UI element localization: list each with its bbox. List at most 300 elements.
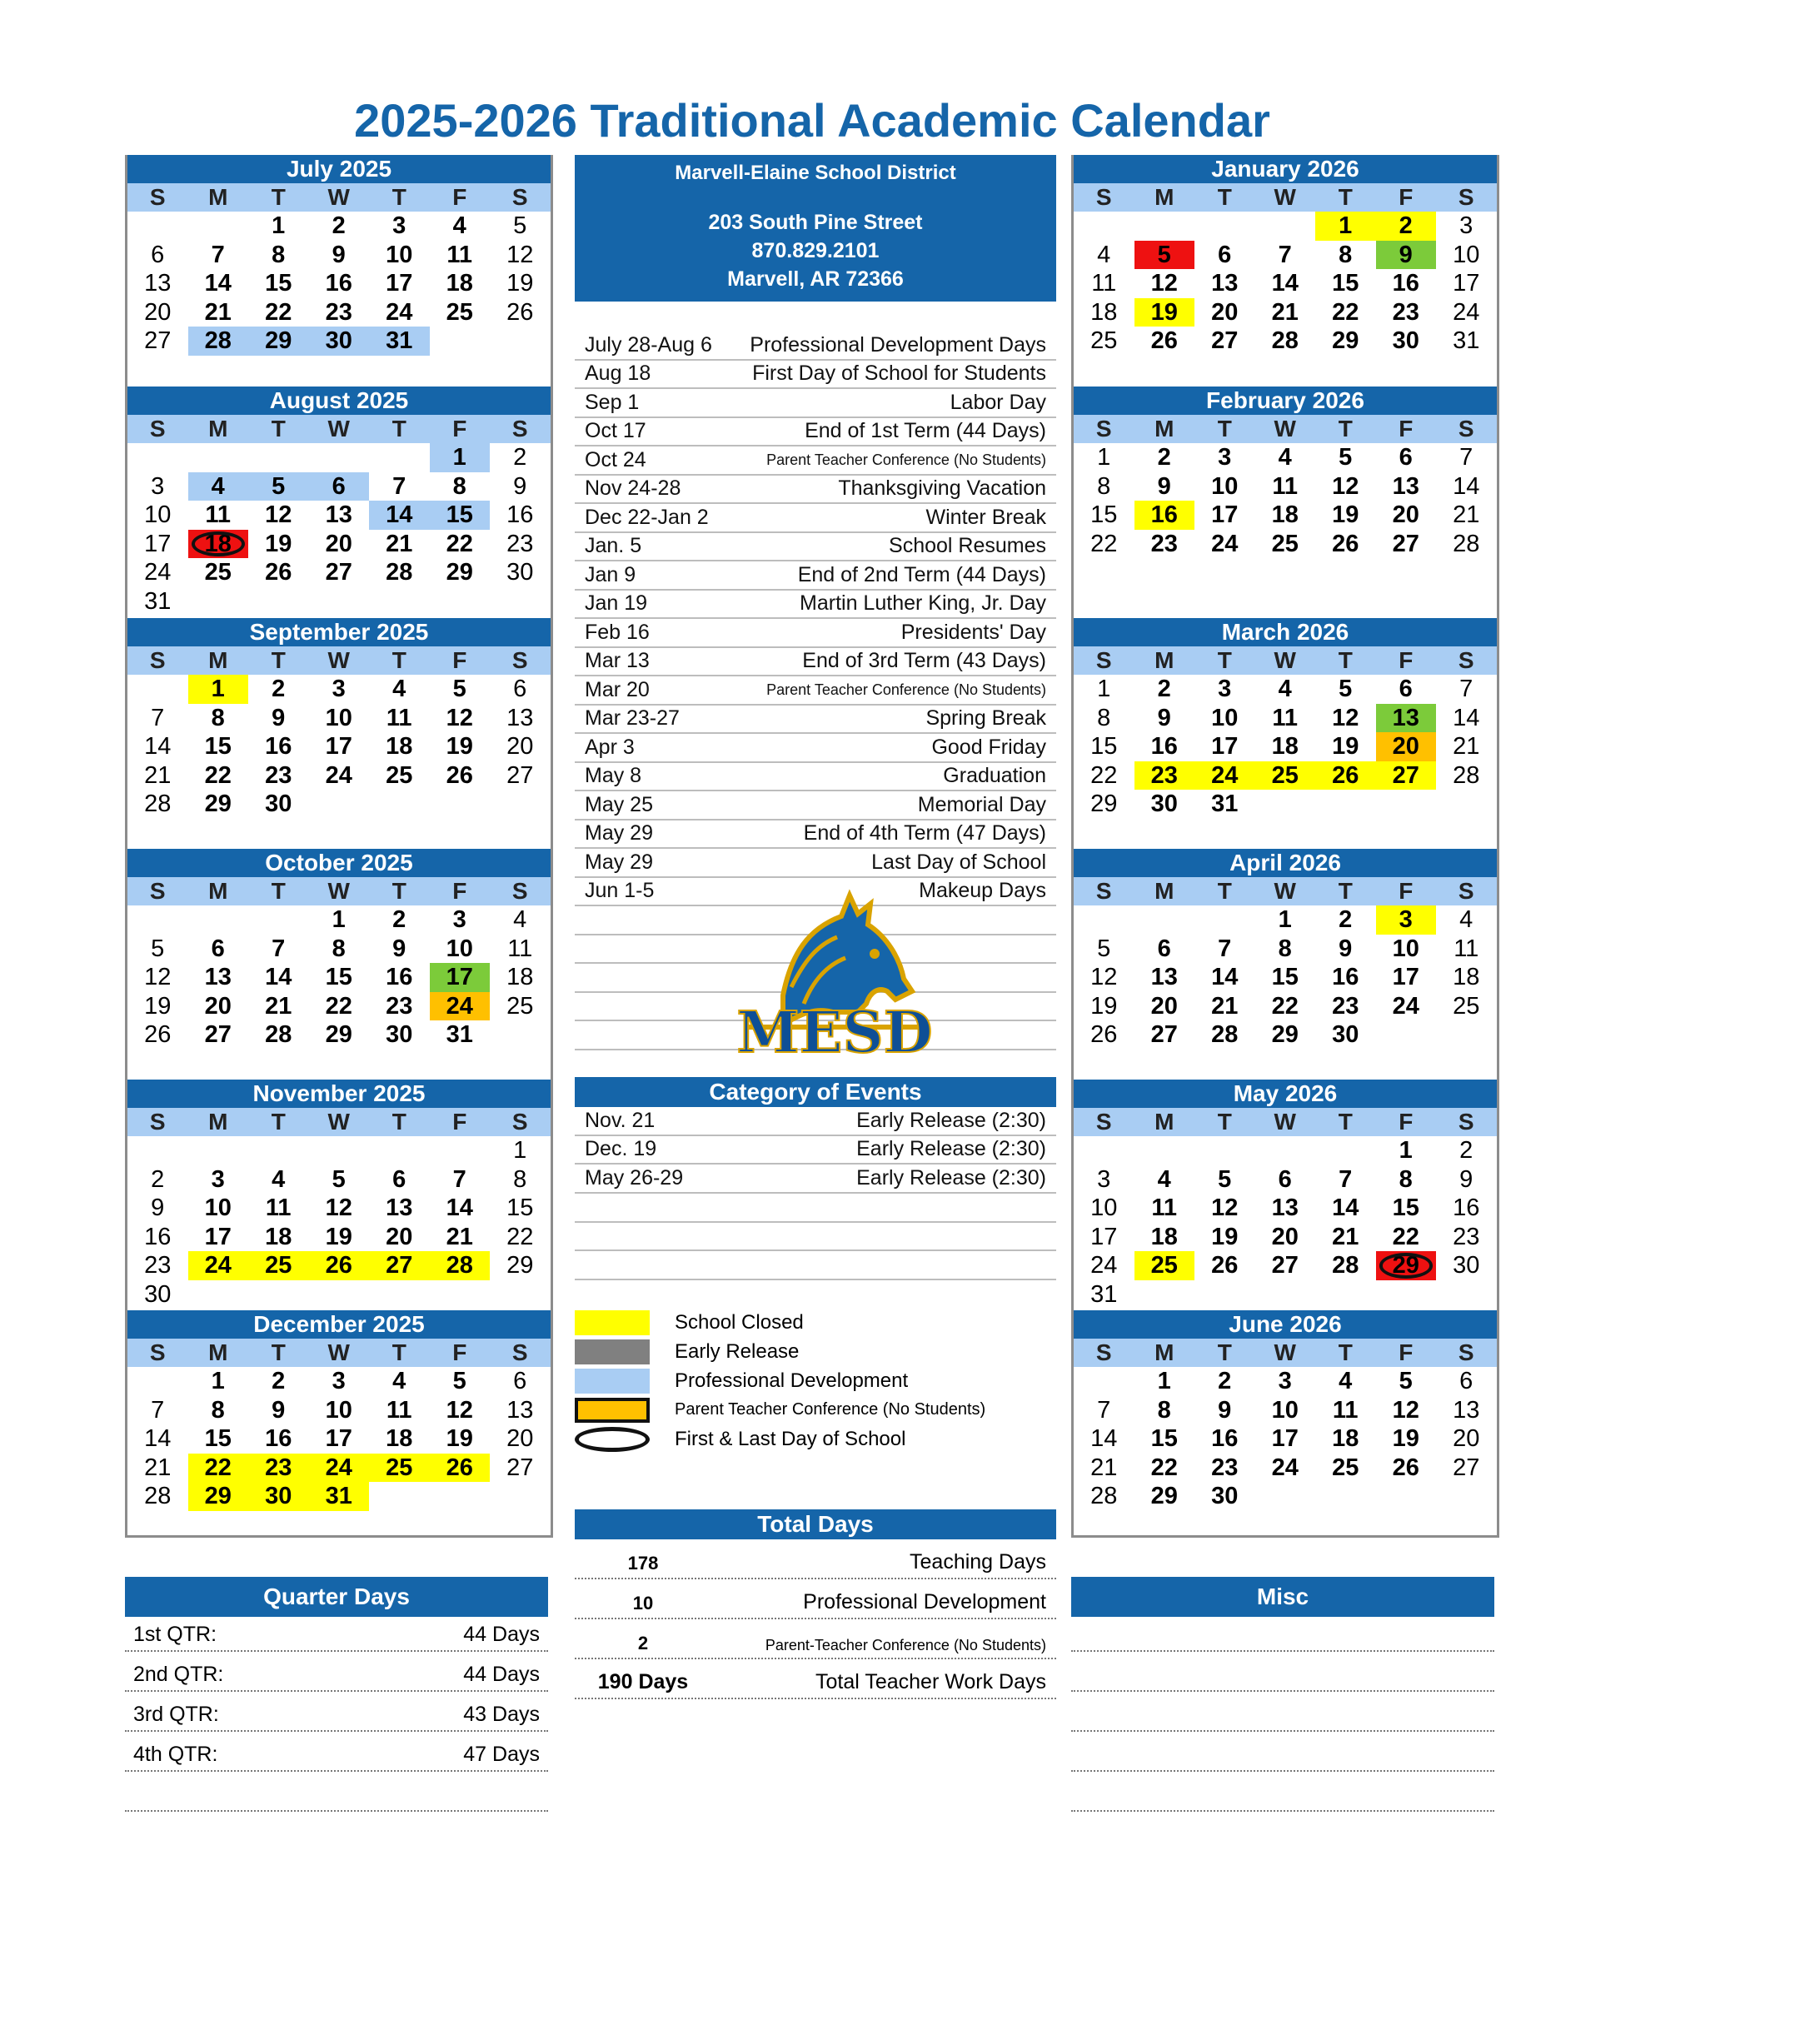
day-cell: 2 xyxy=(513,444,527,471)
day-cell: 24 xyxy=(1211,530,1239,557)
day-cell: 27 xyxy=(1392,530,1419,557)
day-cell: 27 xyxy=(1150,1021,1178,1048)
day-cell: 8 xyxy=(513,1165,527,1193)
day-cell: 18 xyxy=(1271,733,1299,760)
month-title: August 2025 xyxy=(127,387,551,415)
legend-item xyxy=(575,1395,1075,1424)
week-row xyxy=(1074,1424,1497,1454)
legend-label: Early Release xyxy=(675,1339,800,1363)
weekday-label: S xyxy=(1095,1109,1112,1135)
day-cell: 23 xyxy=(1332,992,1359,1020)
day-cell: 12 xyxy=(144,964,172,990)
day-cell: 10 xyxy=(1271,1396,1299,1424)
day-cell: 15 xyxy=(1392,1195,1419,1221)
week-row xyxy=(127,558,551,587)
quarter-value: 43 Days xyxy=(463,1703,540,1726)
day-cell: 1 xyxy=(430,443,491,472)
event-row xyxy=(575,504,1056,533)
day-cell: 11 xyxy=(1091,270,1117,297)
day-cell: 27 xyxy=(1376,761,1437,791)
event-name: School Resumes xyxy=(889,534,1046,558)
day-cell: 18 xyxy=(506,964,534,990)
total-days-row xyxy=(575,1579,1056,1619)
day-cell: 26 xyxy=(506,298,534,326)
day-cell: 13 xyxy=(1271,1195,1299,1221)
day-cell: 7 xyxy=(1459,676,1473,702)
legend-swatch xyxy=(575,1339,650,1364)
weekday-label: T xyxy=(271,1109,286,1135)
day-cell: 8 xyxy=(1278,935,1292,962)
category-date: Dec. 19 xyxy=(585,1137,657,1161)
day-cell: 10 xyxy=(144,501,172,528)
day-cell: 5 xyxy=(1399,1368,1413,1394)
empty-day xyxy=(127,675,188,704)
quarter-row-blank xyxy=(125,1772,548,1812)
event-row xyxy=(575,648,1056,677)
weekday-label: W xyxy=(327,416,350,441)
quarter-label: 4th QTR: xyxy=(133,1743,218,1766)
weekday-label: M xyxy=(1154,416,1174,441)
event-name: Graduation xyxy=(943,764,1046,788)
day-cell: 26 xyxy=(446,761,473,789)
day-cell: 4 xyxy=(392,1368,406,1394)
empty-day xyxy=(309,1136,370,1165)
day-cell: 13 xyxy=(1211,270,1239,297)
total-days-row xyxy=(575,1659,1056,1699)
week-row xyxy=(1074,1454,1497,1483)
weekday-label: W xyxy=(1274,1339,1296,1365)
weekday-label: S xyxy=(149,878,166,904)
week-row xyxy=(127,443,551,472)
day-cell: 6 xyxy=(392,1165,406,1193)
weekday-label: F xyxy=(1399,184,1414,210)
day-cell: 30 xyxy=(309,327,370,356)
weekday-label: M xyxy=(1154,878,1174,904)
quarter-row xyxy=(125,1732,548,1772)
weekday-label: T xyxy=(1338,416,1353,441)
week-row xyxy=(127,675,551,704)
quarter-value: 44 Days xyxy=(463,1623,540,1646)
event-date: Sep 1 xyxy=(585,390,640,414)
month-calendar xyxy=(125,1310,553,1538)
day-cell: 11 xyxy=(386,1396,412,1424)
weekday-label: F xyxy=(452,878,467,904)
week-row xyxy=(1074,905,1497,935)
day-cell: 8 xyxy=(332,935,346,962)
weekday-label: S xyxy=(1458,1339,1474,1365)
day-cell: 16 xyxy=(1211,1425,1239,1452)
total-days-number: 178 xyxy=(627,1553,659,1574)
day-cell: 15 xyxy=(325,964,352,990)
day-cell: 13 xyxy=(1392,472,1419,500)
empty-day xyxy=(1194,905,1255,935)
week-row xyxy=(127,1454,551,1483)
blank-lines xyxy=(575,1194,1056,1280)
event-name: Last Day of School xyxy=(871,850,1046,874)
event-row xyxy=(575,591,1056,620)
empty-day xyxy=(1194,1136,1255,1165)
day-cell: 26 xyxy=(309,1251,370,1280)
month-calendar xyxy=(1071,155,1499,387)
day-cell: 3 xyxy=(1278,1368,1292,1394)
misc-header: Misc xyxy=(1071,1577,1494,1617)
day-cell: 8 xyxy=(211,704,225,731)
total-days-label: Parent-Teacher Conference (No Students) xyxy=(765,1637,1046,1653)
weekday-label: T xyxy=(391,1339,406,1365)
weekday-label: F xyxy=(452,1109,467,1135)
quarter-label: 3rd QTR: xyxy=(133,1703,219,1726)
event-date: Jun 1-5 xyxy=(585,879,655,903)
event-name: Good Friday xyxy=(931,735,1046,759)
month-title: April 2026 xyxy=(1074,849,1497,877)
day-cell: 27 xyxy=(325,559,352,586)
day-cell: 5 xyxy=(1097,935,1111,962)
day-cell: 14 xyxy=(1271,270,1299,297)
empty-day xyxy=(248,443,309,472)
day-cell: 25 xyxy=(386,761,413,789)
day-cell: 21 xyxy=(204,298,232,326)
day-cell: 31 xyxy=(1211,791,1239,817)
day-cell: 16 xyxy=(506,501,534,528)
day-cell: 6 xyxy=(1399,444,1413,471)
day-cell: 4 xyxy=(513,906,527,933)
day-cell: 22 xyxy=(446,530,473,557)
day-cell: 1 xyxy=(1097,444,1111,471)
day-cell: 20 xyxy=(1271,1223,1299,1250)
weekday-label: W xyxy=(327,1109,350,1135)
event-row xyxy=(575,418,1056,447)
day-cell: 9 xyxy=(151,1195,165,1221)
day-cell: 17 xyxy=(1090,1223,1118,1250)
day-cell: 28 xyxy=(1332,1252,1359,1279)
week-row xyxy=(127,1136,551,1165)
weekday-label: M xyxy=(1154,647,1174,673)
week-row xyxy=(127,732,551,761)
day-cell: 29 xyxy=(1090,791,1118,817)
day-cell: 1 xyxy=(513,1137,527,1164)
legend-label: Parent Teacher Conference (No Students) xyxy=(675,1400,986,1419)
weekday-label: M xyxy=(208,416,228,441)
day-cell: 16 xyxy=(1150,733,1178,760)
day-cell: 2 xyxy=(1376,212,1437,241)
day-cell: 29 xyxy=(204,791,232,817)
category-name: Early Release (2:30) xyxy=(856,1108,1046,1132)
empty-day xyxy=(369,1136,430,1165)
day-cell: 20 xyxy=(1150,992,1178,1020)
quarter-label: 1st QTR: xyxy=(133,1623,217,1646)
day-cell: 30 xyxy=(1211,1483,1239,1509)
category-row xyxy=(575,1165,1056,1194)
event-row xyxy=(575,561,1056,591)
weekday-header-row xyxy=(127,1339,551,1367)
week-row xyxy=(127,1367,551,1396)
day-cell: 20 xyxy=(386,1223,413,1250)
day-cell: 22 xyxy=(1090,530,1118,557)
day-cell: 19 xyxy=(144,992,172,1020)
day-cell: 16 xyxy=(1392,270,1419,297)
day-cell: 19 xyxy=(1392,1425,1419,1452)
weekday-label: M xyxy=(208,1109,228,1135)
quarter-label: 2nd QTR: xyxy=(133,1663,224,1686)
day-cell: 6 xyxy=(151,241,165,268)
day-cell: 29 xyxy=(325,1021,352,1048)
day-cell: 27 xyxy=(1453,1454,1480,1481)
day-cell: 31 xyxy=(446,1021,473,1048)
week-row xyxy=(1074,1367,1497,1396)
day-cell: 20 xyxy=(506,1425,534,1452)
day-cell: 22 xyxy=(204,761,232,789)
day-cell: 15 xyxy=(1150,1425,1178,1452)
weekday-label: S xyxy=(1458,1109,1474,1135)
day-cell: 27 xyxy=(144,327,172,354)
week-row xyxy=(1074,443,1497,472)
quarter-row xyxy=(125,1652,548,1692)
day-cell: 14 xyxy=(144,733,172,760)
day-cell: 3 xyxy=(1097,1165,1111,1193)
day-cell: 19 xyxy=(325,1223,352,1250)
day-cell: 12 xyxy=(1332,704,1359,731)
day-cell: 29 xyxy=(506,1252,534,1279)
empty-day xyxy=(127,1367,188,1396)
empty-day xyxy=(1074,1136,1134,1165)
week-row xyxy=(127,1223,551,1252)
week-row xyxy=(127,298,551,327)
day-cell: 6 xyxy=(513,676,527,702)
day-cell: 9 xyxy=(513,472,527,500)
day-cell: 12 xyxy=(1090,964,1118,990)
month-title: September 2025 xyxy=(127,618,551,646)
day-cell: 12 xyxy=(1392,1396,1419,1424)
empty-day xyxy=(188,905,249,935)
day-cell: 21 xyxy=(144,761,172,789)
day-cell: 19 xyxy=(1211,1223,1239,1250)
empty-day xyxy=(127,443,188,472)
day-cell: 9 xyxy=(332,241,346,268)
month-title: May 2026 xyxy=(1074,1080,1497,1108)
day-cell: 14 xyxy=(1090,1425,1118,1452)
day-cell: 28 xyxy=(430,1251,491,1280)
day-cell: 2 xyxy=(272,1368,286,1394)
day-cell: 17 xyxy=(386,270,413,297)
day-cell: 19 xyxy=(1134,298,1195,327)
day-cell: 22 xyxy=(1271,992,1299,1020)
weekday-label: T xyxy=(1217,1339,1232,1365)
month-calendar xyxy=(1071,1080,1499,1311)
weekday-label: T xyxy=(1338,878,1353,904)
week-row xyxy=(127,1482,551,1511)
weekday-label: S xyxy=(149,1109,166,1135)
day-cell: 7 xyxy=(1278,241,1292,268)
empty-day xyxy=(248,1136,309,1165)
week-row xyxy=(1074,1396,1497,1425)
week-row xyxy=(1074,212,1497,241)
day-cell: 2 xyxy=(1157,676,1171,702)
day-cell: 26 xyxy=(1090,1021,1118,1048)
month-title: December 2025 xyxy=(127,1310,551,1339)
day-cell: 2 xyxy=(1218,1368,1232,1394)
day-cell: 30 xyxy=(1150,791,1178,817)
day-cell: 17 xyxy=(144,530,172,557)
weekday-label: S xyxy=(1458,647,1474,673)
day-cell: 2 xyxy=(1157,444,1171,471)
day-cell: 31 xyxy=(144,587,172,615)
day-cell: 31 xyxy=(1090,1280,1118,1308)
weekday-label: M xyxy=(208,1339,228,1365)
weekday-label: M xyxy=(1154,184,1174,210)
day-cell: 27 xyxy=(204,1021,232,1048)
day-cell: 5 xyxy=(151,935,165,962)
day-cell: 24 xyxy=(1453,298,1480,326)
day-cell: 21 xyxy=(386,530,413,557)
quarter-days-header: Quarter Days xyxy=(125,1577,548,1617)
day-cell: 23 xyxy=(1134,761,1195,791)
day-cell: 25 xyxy=(204,559,232,586)
weekday-label: T xyxy=(1217,878,1232,904)
day-cell: 18 xyxy=(386,733,413,760)
week-row xyxy=(1074,472,1497,501)
day-cell: 5 xyxy=(1134,241,1195,270)
weekday-header-row xyxy=(1074,415,1497,443)
week-row xyxy=(127,1020,551,1050)
week-row xyxy=(127,963,551,992)
weekday-label: T xyxy=(1217,647,1232,673)
month-calendar xyxy=(1071,849,1499,1080)
week-row xyxy=(1074,732,1497,761)
empty-day xyxy=(1134,905,1195,935)
day-cell: 7 xyxy=(1339,1165,1353,1193)
legend-label: School Closed xyxy=(675,1310,804,1334)
day-cell: 4 xyxy=(392,676,406,702)
day-cell: 4 xyxy=(1097,241,1111,268)
day-cell: 16 xyxy=(1332,964,1359,990)
weekday-label: S xyxy=(1458,878,1474,904)
day-cell: 11 xyxy=(1272,704,1299,731)
day-cell: 4 xyxy=(1278,444,1292,471)
day-cell: 5 xyxy=(1339,676,1353,702)
page-title: 2025-2026 Traditional Academic Calendar xyxy=(354,94,1270,147)
day-cell: 15 xyxy=(204,1425,232,1452)
day-cell: 20 xyxy=(144,298,172,326)
day-cell: 10 xyxy=(1211,472,1239,500)
event-date: Apr 3 xyxy=(585,735,635,759)
weekday-label: W xyxy=(1274,1109,1296,1135)
weekday-label: S xyxy=(1095,1339,1112,1365)
empty-day xyxy=(1134,1136,1195,1165)
event-date: Dec 22-Jan 2 xyxy=(585,505,709,529)
empty-day xyxy=(1255,212,1316,241)
day-cell: 9 xyxy=(1376,241,1437,270)
total-days-number: 190 Days xyxy=(597,1670,689,1693)
day-cell: 26 xyxy=(430,1454,491,1483)
day-cell: 24 xyxy=(325,761,352,789)
day-cell: 21 xyxy=(1271,298,1299,326)
district-name: Marvell-Elaine School District xyxy=(675,162,956,184)
week-row xyxy=(1074,501,1497,530)
day-cell: 29 xyxy=(248,327,309,356)
weekday-label: S xyxy=(1095,416,1112,441)
weekday-label: M xyxy=(208,184,228,210)
day-cell: 27 xyxy=(506,1454,534,1481)
weekday-label: F xyxy=(452,184,467,210)
week-row xyxy=(1074,1251,1497,1280)
day-cell: 4 xyxy=(1339,1368,1353,1394)
day-cell: 10 xyxy=(204,1195,232,1221)
month-calendar xyxy=(125,849,553,1080)
weekday-label: S xyxy=(511,184,528,210)
logo-text: MESD xyxy=(736,1000,933,1066)
weekday-label: T xyxy=(391,416,406,441)
day-cell: 30 xyxy=(248,1482,309,1511)
event-date: July 28-Aug 6 xyxy=(585,332,712,357)
weekday-label: S xyxy=(511,1339,528,1365)
week-row xyxy=(1074,1136,1497,1165)
day-cell: 28 xyxy=(144,791,172,817)
day-cell: 4 xyxy=(1278,676,1292,702)
day-cell: 19 xyxy=(506,270,534,297)
weekday-label: T xyxy=(271,1339,286,1365)
weekday-label: W xyxy=(1274,647,1296,673)
day-cell: 22 xyxy=(1150,1454,1178,1481)
day-cell: 12 xyxy=(265,501,292,528)
month-calendar xyxy=(125,387,553,618)
day-cell: 9 xyxy=(392,935,406,962)
day-cell: 13 xyxy=(1150,964,1178,990)
day-cell: 8 xyxy=(272,241,286,268)
day-cell: 13 xyxy=(1376,704,1437,733)
empty-day xyxy=(188,212,249,241)
week-row xyxy=(1074,704,1497,733)
day-cell: 18 xyxy=(386,1425,413,1452)
day-cell: 15 xyxy=(1271,964,1299,990)
event-row xyxy=(575,849,1056,878)
day-cell: 11 xyxy=(386,704,412,731)
weekday-label: M xyxy=(208,878,228,904)
day-cell: 3 xyxy=(1376,905,1437,935)
day-cell: 4 xyxy=(452,212,466,239)
day-cell: 12 xyxy=(1332,472,1359,500)
day-cell: 14 xyxy=(446,1195,473,1221)
week-row xyxy=(1074,935,1497,964)
event-date: Mar 23-27 xyxy=(585,706,680,731)
event-date: Nov 24-28 xyxy=(585,476,681,501)
month-calendar xyxy=(125,1080,553,1311)
legend-item xyxy=(575,1308,1075,1337)
day-cell: 23 xyxy=(1150,530,1178,557)
weekday-header-row xyxy=(1074,1108,1497,1136)
week-row xyxy=(127,587,551,616)
weekday-label: W xyxy=(327,1339,350,1365)
day-cell: 1 xyxy=(188,675,249,704)
day-cell: 11 xyxy=(205,501,232,528)
weekday-label: S xyxy=(149,647,166,673)
day-cell: 7 xyxy=(151,1396,165,1424)
event-row xyxy=(575,533,1056,562)
district-street: 203 South Pine Street xyxy=(708,211,923,234)
weekday-label: T xyxy=(1217,1109,1232,1135)
week-row xyxy=(127,935,551,964)
week-row xyxy=(127,472,551,501)
day-cell: 7 xyxy=(392,472,406,500)
day-cell: 23 xyxy=(386,992,413,1020)
day-cell: 16 xyxy=(386,964,413,990)
day-cell: 19 xyxy=(1090,992,1118,1020)
weekday-label: T xyxy=(391,647,406,673)
day-cell: 10 xyxy=(325,1396,352,1424)
day-cell: 19 xyxy=(265,530,292,557)
day-cell: 9 xyxy=(1339,935,1353,962)
day-cell: 2 xyxy=(151,1165,165,1193)
empty-day xyxy=(1074,1367,1134,1396)
